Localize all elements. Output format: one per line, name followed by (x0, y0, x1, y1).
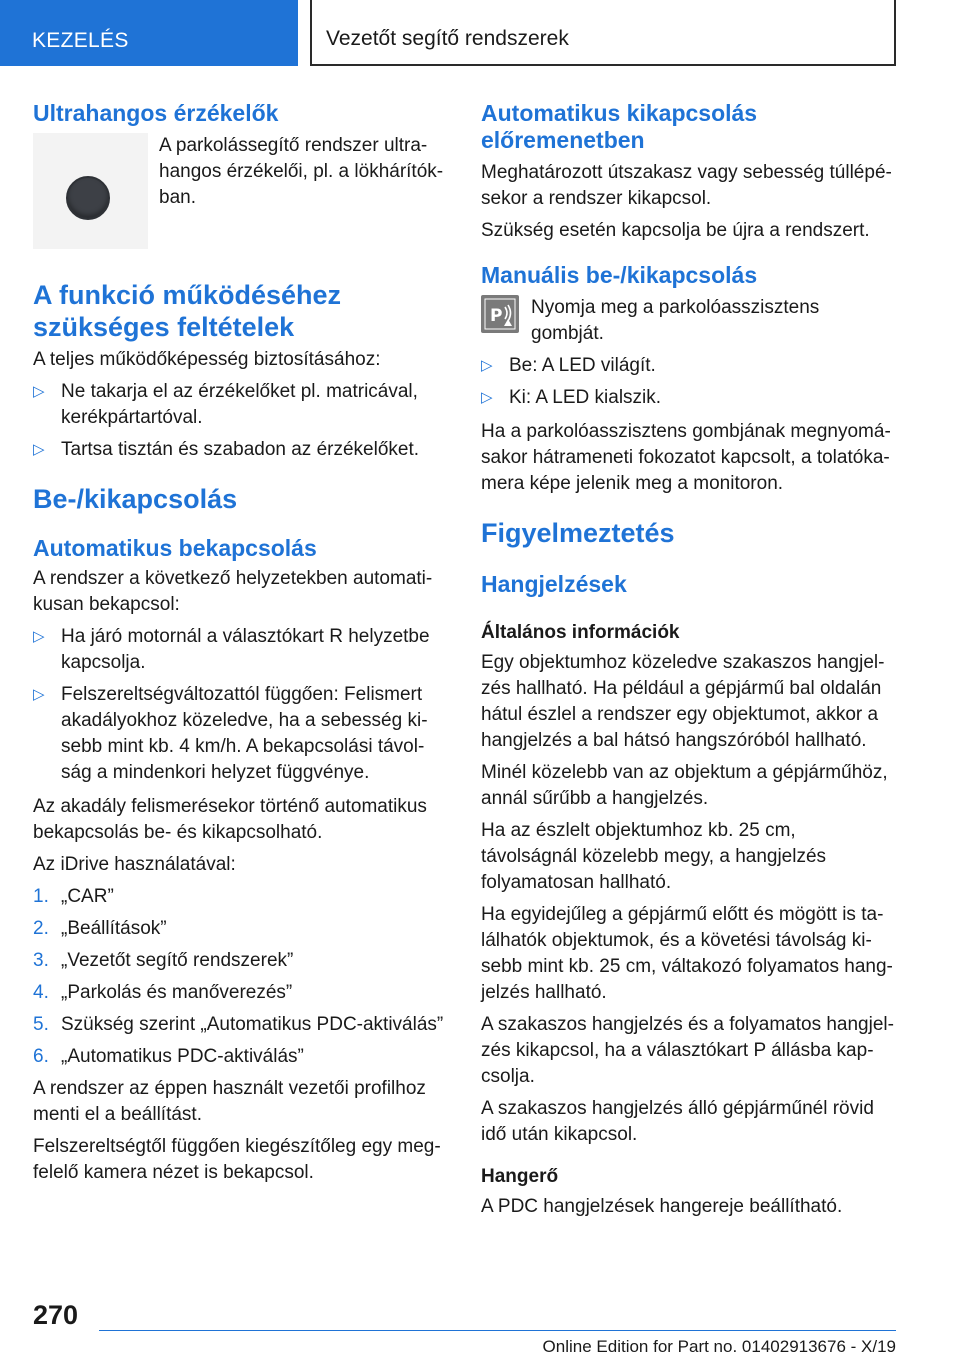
auto-on-note: Az akadály felismerésekor történő automatikus bekapcsolás be- és kikapcsolható. (33, 796, 427, 843)
list-item: 4. „Parkolás és manőverezés” (33, 982, 293, 1003)
triangle-bullet-icon: ▷ (33, 686, 45, 703)
auto-on-intro: A rendszer a következő helyzetekben automatikusan bekapcsol: (33, 568, 433, 615)
general-paragraph: A szakaszos hangjelzés álló gépjárműnél rövid idő után kikapcsol. (481, 1098, 874, 1145)
requirements-intro: A teljes működőképesség biztosításához: (33, 349, 381, 370)
footer-divider (99, 1330, 896, 1331)
idrive-steps (33, 884, 448, 1070)
section-label: Vezetőt segítő rendszerek (326, 27, 569, 50)
onoff-heading: Be-/kikapcsolás (33, 484, 238, 514)
list-item: ▷ Felszereltségváltozattól függően: Felismert akadályokhoz közeledve, ha a sebesség kisebb mint kb. 4 km/h. A bekapcsolási távolság a mindenkori helyzet függvénye. (33, 684, 428, 783)
left-column (33, 100, 448, 1192)
signals-heading: Hangjelzések (481, 571, 627, 597)
triangle-bullet-icon: ▷ (481, 389, 493, 406)
list-item: 3. „Vezetőt segítő rendszerek” (33, 950, 294, 971)
general-paragraph: A szakaszos hangjelzés és a folyamatos hangjelzés kikapcsol, ha a választókart P állásba kapcsolja. (481, 1014, 894, 1087)
list-item: 1. „CAR” (33, 886, 114, 907)
triangle-bullet-icon: ▷ (481, 357, 493, 374)
chapter-tab (0, 0, 298, 66)
general-paragraph: Egy objektumhoz közeledve szakaszos hangjelzés hallható. Ha például a gépjármű bal oldalán hátul észlel a rendszer egy objektumot, akkor a hangjelzés a bal hátsó hangszóróból hallható. (481, 652, 885, 751)
auto-on-list (33, 624, 448, 786)
page-number: 270 (33, 1300, 79, 1330)
general-paragraph: Minél közelebb van az objektum a gépjárműhöz, annál sűrűbb a hangjelzés. (481, 762, 888, 809)
list-item: ▷ Ki: A LED kialszik. (481, 385, 896, 411)
sensors-text: A parkolássegítő rendszer ultrahangos érzékelői, pl. a lökhárítókban. (159, 135, 444, 208)
general-paragraph: Ha egyidejűleg a gépjármű előtt és mögött is találhatók objektumok, és a követési távolság kisebb mint kb. 25 cm, váltakozó folyamatos hangjelzés hallható. (481, 904, 893, 1003)
volume-heading: Hangerő (481, 1166, 559, 1187)
auto-off-text: Meghatározott útszakasz vagy sebesség túllépésekor a rendszer kikapcsol. (481, 162, 892, 209)
idrive-intro: Az iDrive használatával: (33, 854, 236, 875)
section-tab (310, 0, 896, 66)
auto-on-heading: Automatikus bekapcsolás (33, 535, 317, 561)
list-item: ▷ Ne takarja el az érzékelőket pl. matricával, kerékpártartóval. (33, 381, 418, 428)
triangle-bullet-icon: ▷ (33, 383, 45, 400)
requirements-list (33, 379, 448, 463)
list-item: ▷ Ha járó motornál a választókart R helyzetbe kapcsolja. (33, 626, 430, 673)
list-item: ▷ Be: A LED világít. (481, 353, 896, 379)
edition-note: Online Edition for Part no. 01402913676 - X/19 (542, 1337, 896, 1356)
ultrasonic-sensor-icon (66, 176, 110, 220)
park-distance-control-button-icon (481, 295, 519, 333)
list-item: 5. Szükség szerint „Automatikus PDC-aktiválás” (33, 1014, 444, 1035)
general-heading: Általános információk (481, 622, 680, 643)
manual-heading: Manuális be-/kikapcsolás (481, 262, 758, 288)
requirements-heading: A funkció működéséhez szükséges feltételek (33, 280, 342, 342)
general-paragraph: Ha az észlelt objektumhoz kb. 25 cm, távolságnál közelebb megy, a hangjelzés folyamatosan hallható. (481, 820, 827, 893)
svg-text:P: P (490, 306, 503, 326)
manual-note: Ha a parkolóasszisztens gombjának megnyomásakor hátrameneti fokozatot kapcsolt, a tolatókamera képe jelenik meg a monitoron. (481, 421, 891, 494)
volume-text: A PDC hangjelzések hangereje beállítható. (481, 1196, 843, 1217)
pdc-block (481, 295, 896, 347)
warning-heading: Figyelmeztetés (481, 518, 675, 548)
chapter-label: KEZELÉS (32, 29, 129, 52)
triangle-bullet-icon: ▷ (33, 628, 45, 645)
list-item: 6. „Automatikus PDC-aktiválás” (33, 1046, 304, 1067)
profile-note: A rendszer az éppen használt vezetői profilhoz menti el a beállítást. (33, 1078, 426, 1125)
manual-list (481, 353, 896, 411)
triangle-bullet-icon: ▷ (33, 441, 45, 458)
auto-off-note: Szükség esetén kapcsolja be újra a rendszert. (481, 220, 870, 241)
sensors-heading: Ultrahangos érzékelők (33, 100, 279, 126)
camera-note: Felszereltségtől függően kiegészítőleg egy megfelelő kamera nézet is bekapcsol. (33, 1136, 441, 1183)
list-item: ▷ Tartsa tisztán és szabadon az érzékelőket. (33, 437, 448, 463)
manual-text: Nyomja meg a parkolóasszisztens gombját. (531, 297, 820, 344)
auto-off-heading: Automatikus kikapcsolás előremenetben (481, 100, 758, 153)
right-column (481, 100, 896, 1226)
list-item: 2. „Beállítások” (33, 918, 167, 939)
ultrasonic-sensor-image (33, 133, 148, 249)
sensor-block (33, 133, 448, 257)
